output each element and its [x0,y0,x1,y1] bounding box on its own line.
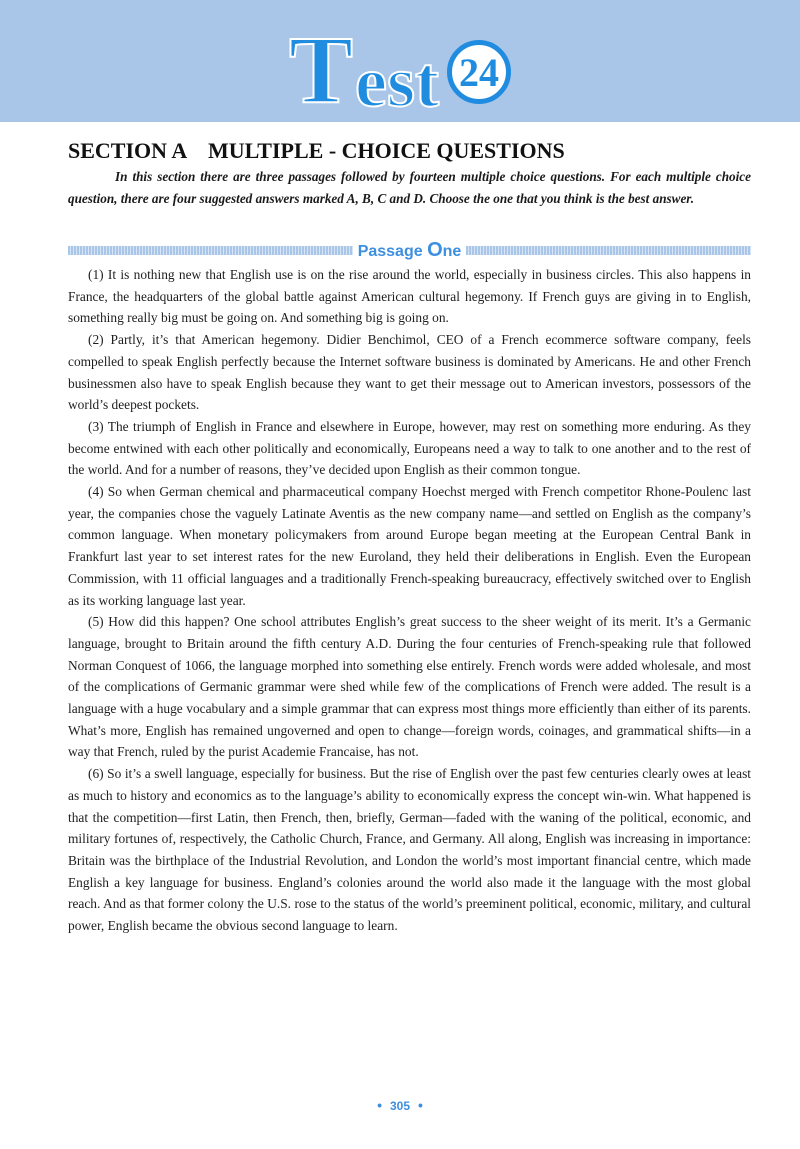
passage-title-rest: ne [442,242,462,260]
right-divider [466,246,751,255]
page-number: 305 [389,1099,411,1113]
paragraph-2: (2) Partly, it’s that American hegemony. Didier Benchimol, CEO of a French ecommerce software company, feels compelled to speak English perfectly because the Internet software business is dominated by Americans. He and other French businessmen also have to speak English because they want to get their message out to American investors, possessors of the world’s deepest pockets. [68,332,751,413]
paragraph-6: (6) So it’s a swell language, especially for business. But the rise of English over the past few centuries clearly owes at least as much to history and economics as to the language’s ability to economically express the concept win-win. What happened is that the competition—first Latin, then French, then, briefly, German—faded with the waning of the political, economic, and military fortunes of, respectively, the Catholic Church, France, and Germany. All along, English was increasing in importance: Britain was the birthplace of the Industrial Revolution, and London the world’s most important financial centre, which made English a key language for business. England’s colonies around the world also made it the language with the most global reach. And as that former colony the U.S. rose to the status of the world’s preeminent political, economic, military, and cultural power, English became the obvious second language to learn. [68,766,751,934]
left-divider [68,246,353,255]
paragraph-5: (5) How did this happen? One school attributes English’s great success to the sheer weight of its merit. It’s a Germanic language, brought to Britain around the fifth century A.D. During the four centuries of French-speaking rule that followed Norman Conquest of 1066, the language morphed into something else entirely. French words were added wholesale, and most of the complications of Germanic grammar were shed while few of the complications of French were added. The result is a language with a huge vocabulary and a simple grammar that can express most things more efficiently than either of its parents. What’s more, English has remained ungoverned and open to change—foreign words, coinages, and grammatical shifts—in a way that French, ruled by the purist Academie Francaise, has not. [68,614,751,760]
passage-title-word: Passage [357,242,428,260]
section-heading: SECTION A MULTIPLE - CHOICE QUESTIONS [68,138,565,163]
passage-title-initial: O [427,238,443,261]
test-number-badge: 24 [447,40,511,104]
footer-dot-left: • [377,1097,382,1113]
passage-title [353,239,467,262]
title-rest: est [355,42,439,122]
footer-dot-right: • [418,1097,423,1113]
paragraph-1: (1) It is nothing new that English use is on the rise around the world, especially in business circles. This also happens in France, the headquarters of the global battle against American cultural hegemony. If French guys are giving in to English, something really big must be going on. And something big is going on. [68,267,751,326]
passage-title-bar [68,238,751,262]
paragraph-4: (4) So when German chemical and pharmaceutical company Hoechst merged with French competitor Rhone-Poulenc last year, the companies chose the vaguely Latinate Aventis as the new company name—and settled on English as the company’s common language. When monetary policymakers from around Europe began meeting at the European Central Bank in Frankfurt last year to set interest rates for the new Euroland, they held their deliberations in English. Even the European Commission, with 11 official languages and a traditionally French-speaking bureaucracy, effectively switched over to English as its working language last year. [68,484,751,608]
test-title [0,14,800,123]
section-instructions: In this section there are three passages followed by fourteen multiple choice questions. For each multiple choice question, there are four suggested answers marked A, B, C and D. Choose the one that you think is the best answer. [68,169,751,206]
page-footer [0,1097,800,1113]
paragraph-3: (3) The triumph of English in France and elsewhere in Europe, however, may rest on something more enduring. As they become entwined with each other politically and economically, Europeans need a way to talk to one another and to the rest of the world. And for a number of reasons, they’ve decided upon English as their common tongue. [68,418,751,478]
passage-body [68,264,751,937]
title-first-letter: T [289,16,354,123]
